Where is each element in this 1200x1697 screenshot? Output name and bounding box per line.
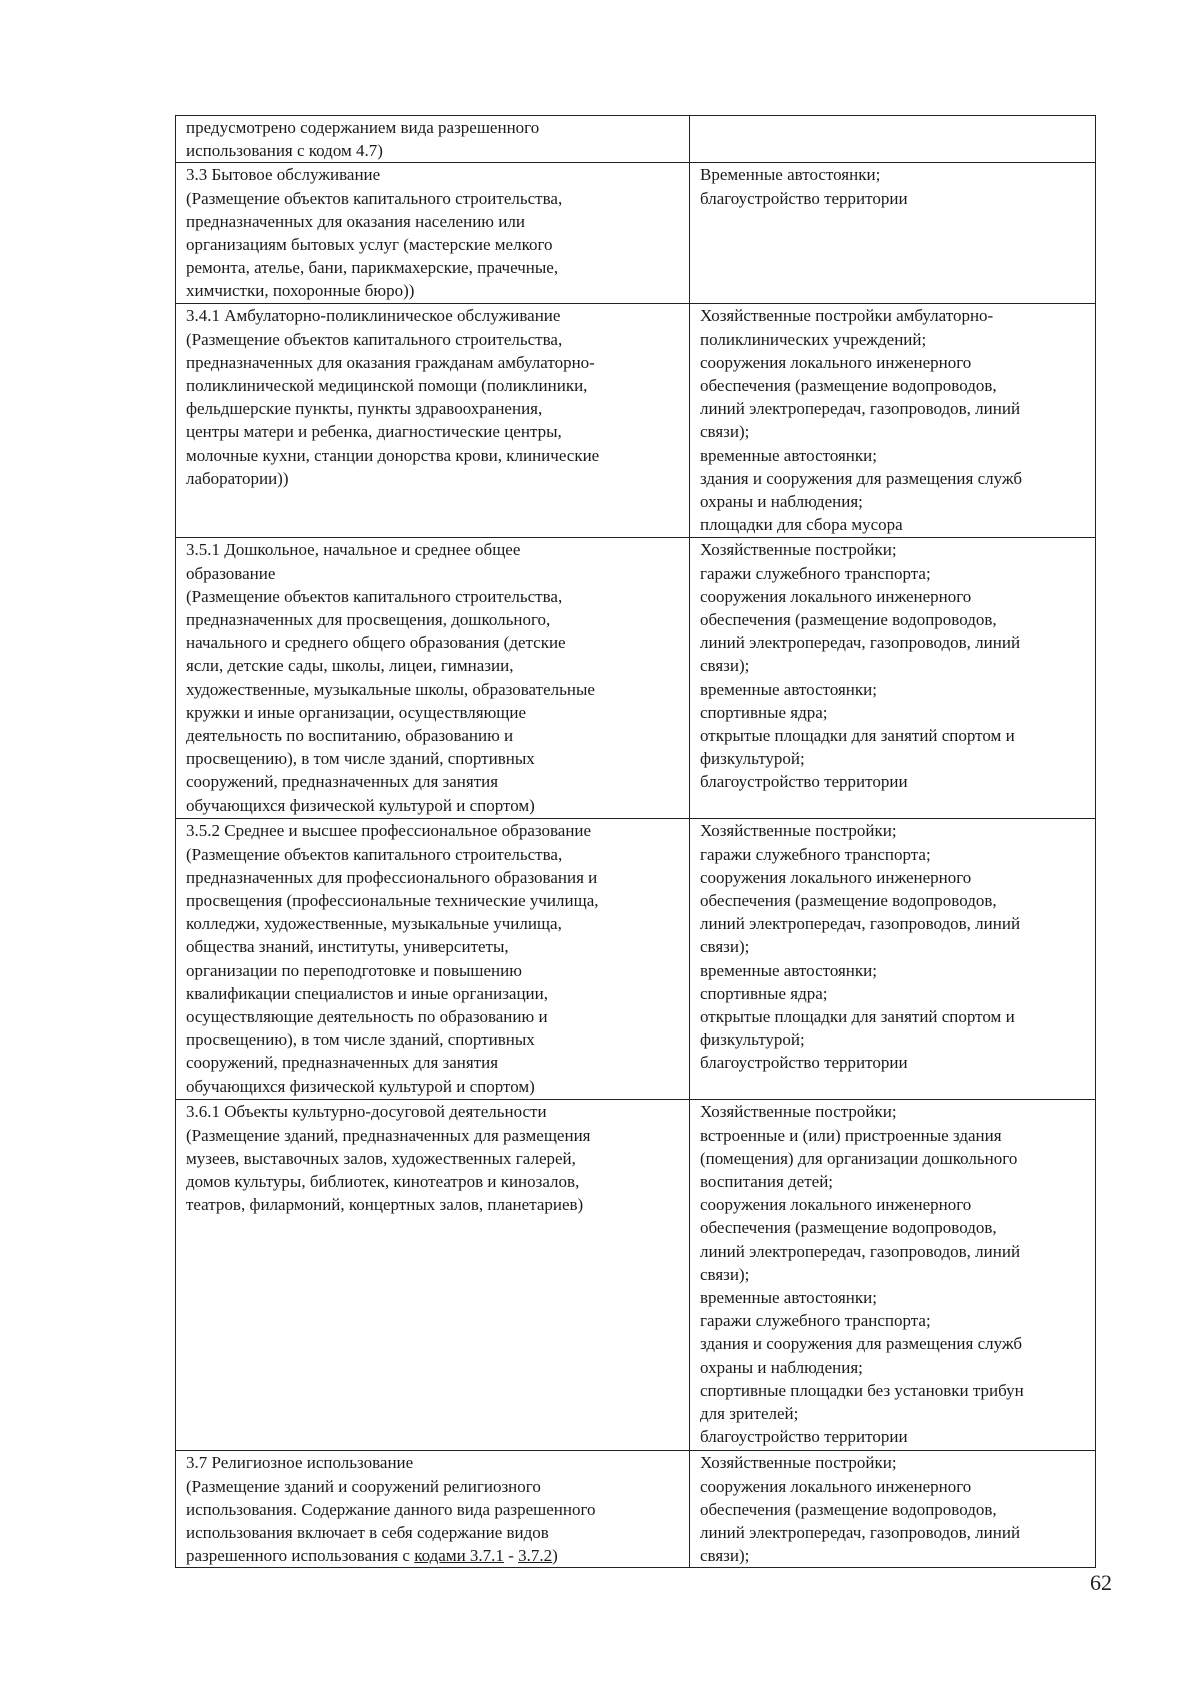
auxiliary-use-cell: Хозяйственные постройки; гаражи служебного транспорта; сооружения локального инженерного обеспечения (размещение водопроводов, линий электропередач, газопроводов, линий связи); временные автостоянки; спортивные ядра; открытые площадки для занятий спортом и физкультурой; благоустройство территории <box>690 819 1096 1100</box>
use-type-cell: 3.5.1 Дошкольное, начальное и среднее общее образование (Размещение объектов капитального строительства, предназначенных для просвещения, дошкольного, начального и среднего общего образования (детские ясли, детские сады, школы, лицеи, гимназии, художественные, музыкальные школы, образовательные кружки и иные организации, осуществляющие деятельность по воспитанию, образованию и просвещению), в том числе зданий, спортивных сооружений, предназначенных для занятия обучающихся физической культурой и спортом) <box>176 538 690 819</box>
use-type-cell: 3.6.1 Объекты культурно-досуговой деятельности (Размещение зданий, предназначенных для размещения музеев, выставочных залов, художественных галерей, домов культуры, библиотек, кинотеатров и кинозалов, театров, филармоний, концертных залов, планетариев) <box>176 1100 690 1451</box>
table-row <box>176 1100 1096 1451</box>
use-type-cell: 3.5.2 Среднее и высшее профессиональное образование (Размещение объектов капитального строительства, предназначенных для профессионального образования и просвещения (профессиональные технические училища, колледжи, художественные, музыкальные училища, общества знаний, институты, университеты, организации по переподготовке и повышению квалификации специалистов и иные организации, осуществляющие деятельность по образованию и просвещению), в том числе зданий, спортивных сооружений, предназначенных для занятия обучающихся физической культурой и спортом) <box>176 819 690 1100</box>
auxiliary-use-cell: Хозяйственные постройки; сооружения локального инженерного обеспечения (размещение водопроводов, линий электропередач, газопроводов, линий связи); <box>690 1451 1096 1568</box>
use-type-cell: предусмотрено содержанием вида разрешенного использования с кодом 4.7) <box>176 116 690 163</box>
closing-paren: ) <box>552 1546 558 1566</box>
auxiliary-use-cell: Хозяйственные постройки амбулаторно- поликлинических учреждений; сооружения локального инженерного обеспечения (размещение водопроводов, линий электропередач, газопроводов, линий связи); временные автостоянки; здания и сооружения для размещения служб охраны и наблюдения; площадки для сбора мусора <box>690 304 1096 538</box>
use-type-cell: 3.3 Бытовое обслуживание (Размещение объектов капитального строительства, предназначенных для оказания населению или организациям бытовых услуг (мастерские мелкого ремонта, ателье, бани, парикмахерские, прачечные, химчистки, похоронные бюро)) <box>176 163 690 304</box>
auxiliary-use-cell <box>690 116 1096 163</box>
code-range-separator: - <box>503 1546 519 1566</box>
table-row <box>176 819 1096 1100</box>
page-number: 62 <box>1090 1570 1112 1595</box>
code-link-3-7-2[interactable]: 3.7.2 <box>518 1546 553 1566</box>
use-type-cell: 3.4.1 Амбулаторно-поликлиническое обслуживание (Размещение объектов капитального строительства, предназначенных для оказания гражданам амбулаторно- поликлинической медицинской помощи (поликлиники, фельдшерские пункты, пункты здравоохранения, центры матери и ребенка, диагностические центры, молочные кухни, станции донорства крови, клинические лаборатории)) <box>176 304 690 538</box>
code-link-3-7-1[interactable]: кодами 3.7.1 <box>414 1546 504 1566</box>
auxiliary-use-cell: Хозяйственные постройки; встроенные и (или) пристроенные здания (помещения) для организации дошкольного воспитания детей; сооружения локального инженерного обеспечения (размещение водопроводов, линий электропередач, газопроводов, линий связи); временные автостоянки; гаражи служебного транспорта; здания и сооружения для размещения служб охраны и наблюдения; спортивные площадки без установки трибун для зрителей; благоустройство территории <box>690 1100 1096 1451</box>
use-type-text: 3.7 Религиозное использование (Размещение зданий и сооружений религиозного использования. Содержание данного вида разрешенного использования включает в себя содержание видов разрешенного использования с <box>186 1453 596 1566</box>
table-row <box>176 163 1096 304</box>
table-row <box>176 304 1096 538</box>
table-row <box>176 116 1096 163</box>
land-use-table <box>175 115 1096 1568</box>
table-row <box>176 1451 1096 1568</box>
table-row <box>176 538 1096 819</box>
use-type-cell <box>176 1451 690 1568</box>
auxiliary-use-cell: Хозяйственные постройки; гаражи служебного транспорта; сооружения локального инженерного обеспечения (размещение водопроводов, линий электропередач, газопроводов, линий связи); временные автостоянки; спортивные ядра; открытые площадки для занятий спортом и физкультурой; благоустройство территории <box>690 538 1096 819</box>
auxiliary-use-cell: Временные автостоянки; благоустройство территории <box>690 163 1096 304</box>
